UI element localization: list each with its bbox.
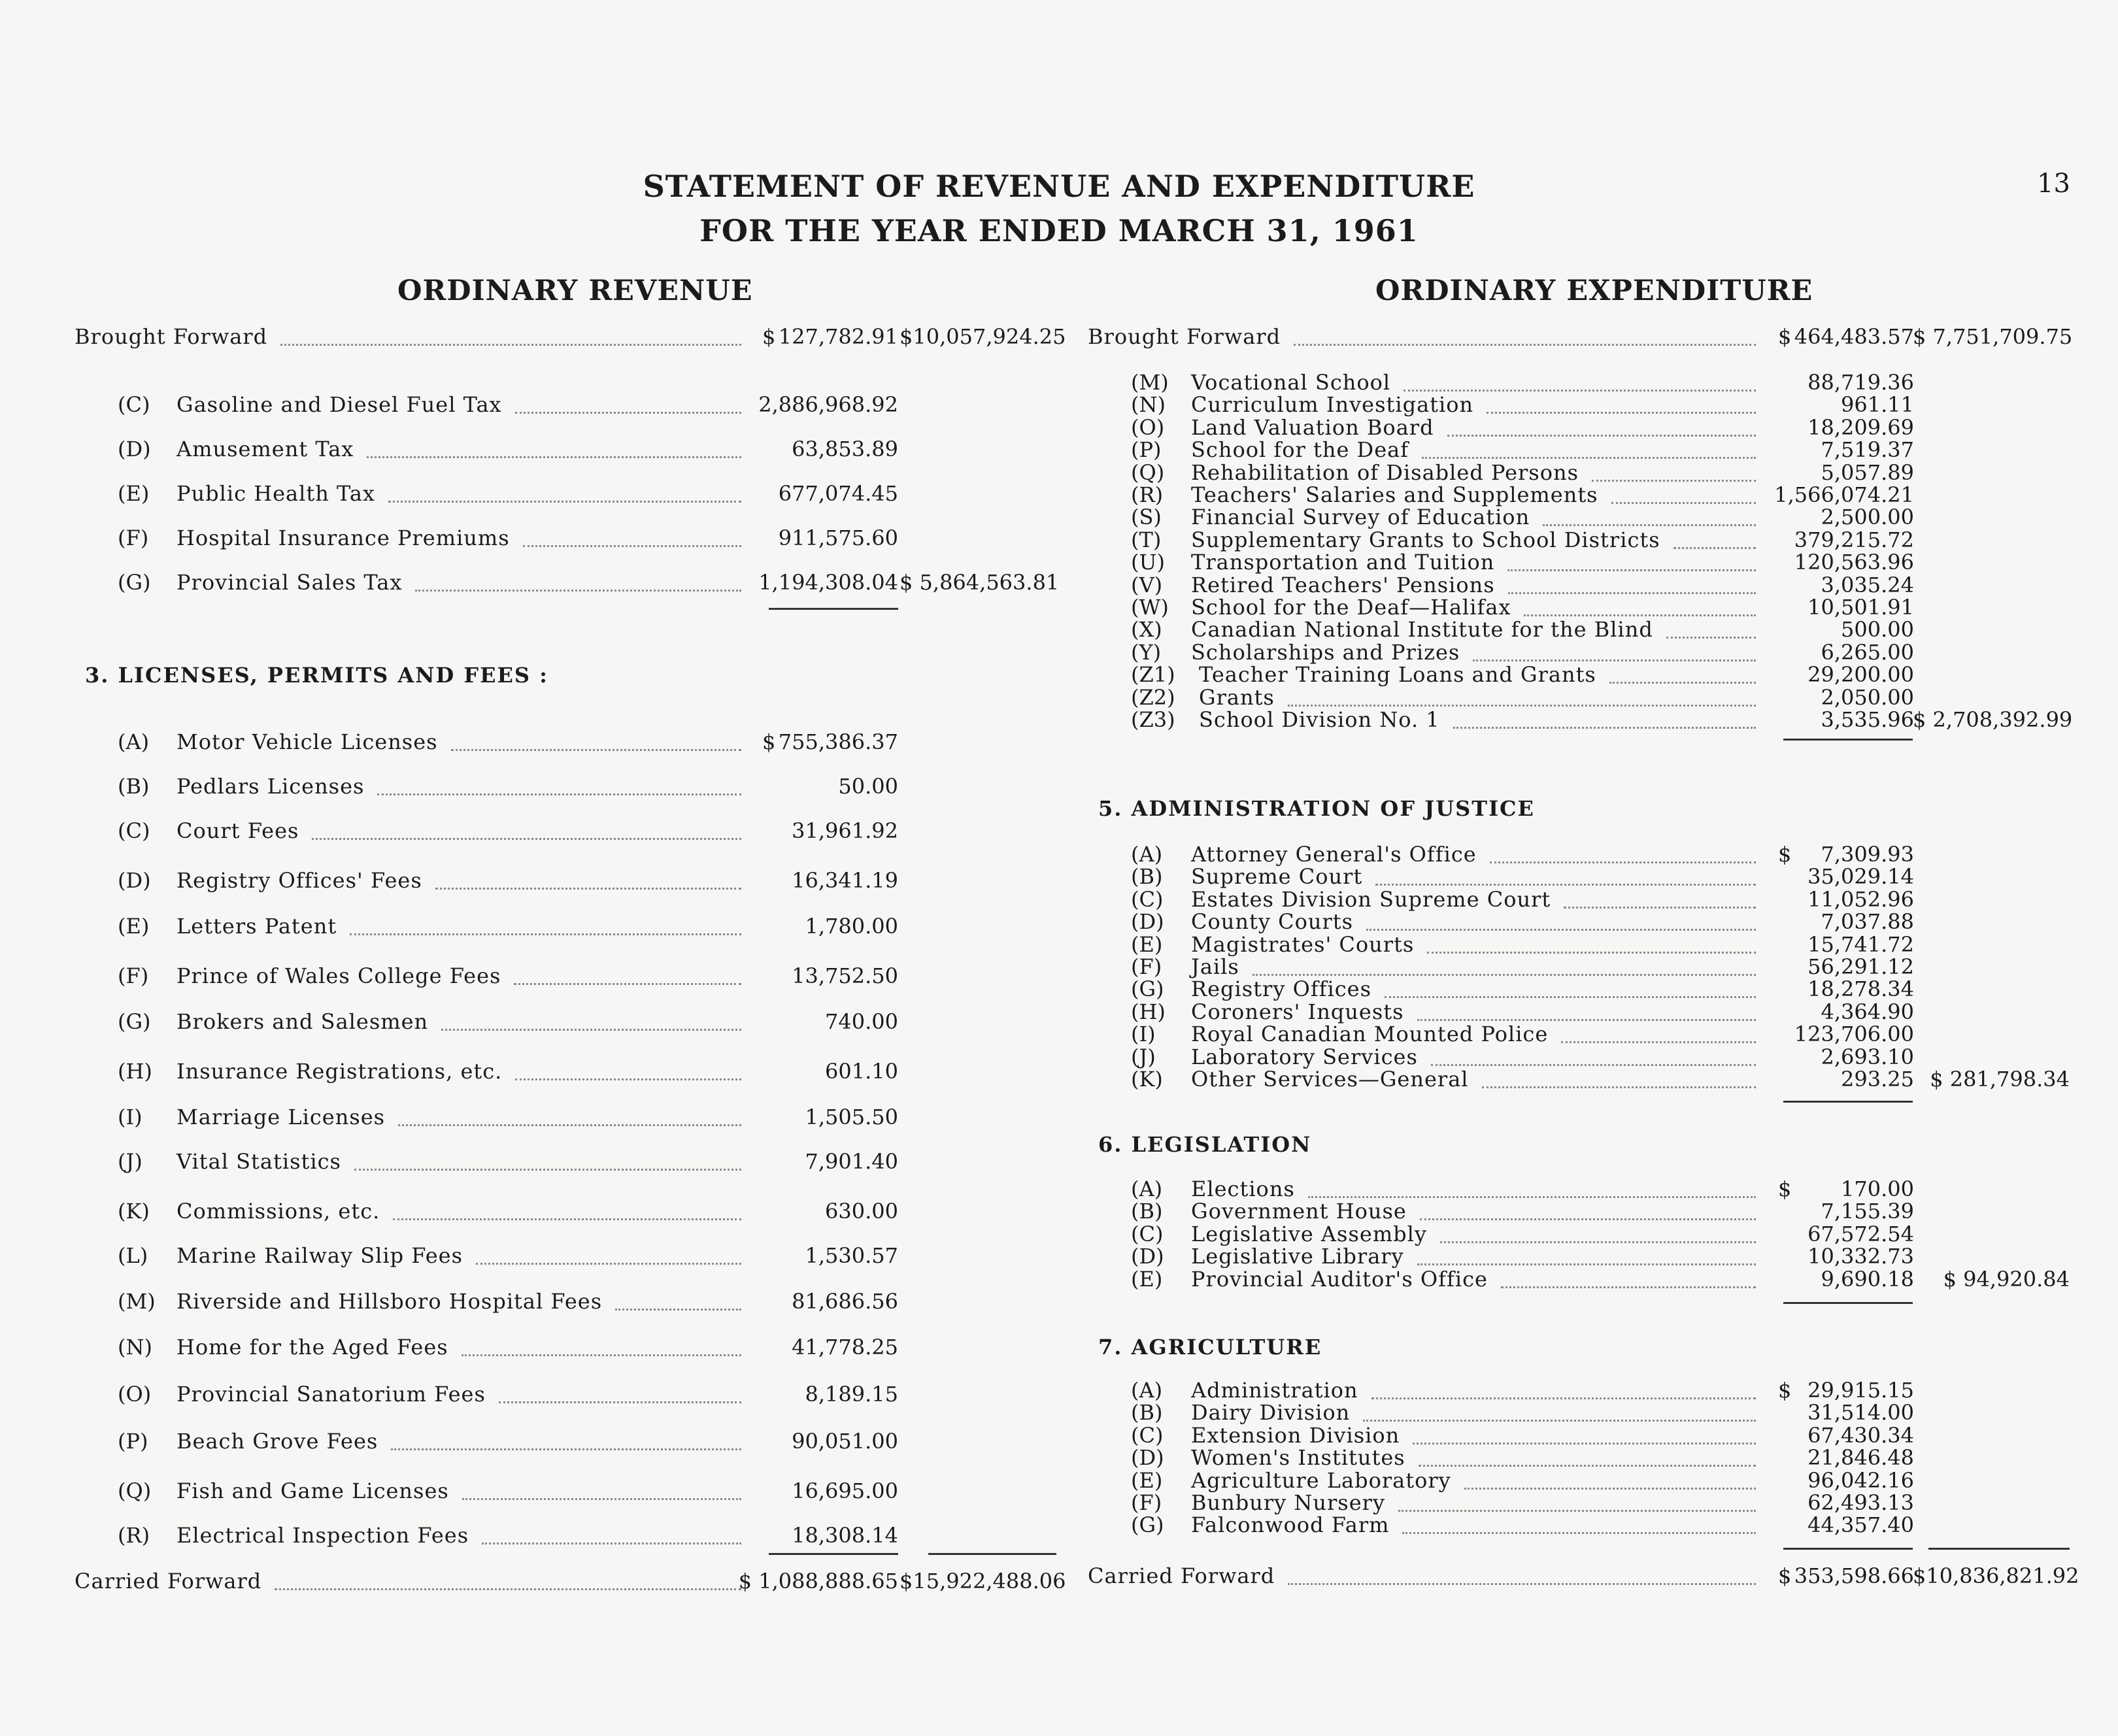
item-label: Motor Vehicle Licenses (176, 729, 438, 754)
item-amount: 500.00 (1841, 617, 1914, 643)
item-code: (O) (1131, 414, 1165, 440)
item-label: Estates Division Supreme Court (1191, 886, 1551, 912)
leader-dots (1294, 344, 1756, 346)
item-label: Public Health Tax (176, 481, 375, 506)
section-total: $ 94,920.84 (1943, 1266, 2070, 1292)
item-code: (B) (1131, 1400, 1163, 1426)
section-heading-licenses: 3. LICENSES, PERMITS AND FEES : (85, 663, 548, 688)
leader-dots (1398, 1510, 1756, 1512)
leader-dots (1592, 480, 1756, 482)
item-amount: 16,695.00 (792, 1478, 898, 1503)
leader-dots (1427, 952, 1756, 954)
leader-dots (1371, 1397, 1756, 1399)
item-amount: 67,430.34 (1807, 1422, 1914, 1448)
item-code: (X) (1131, 617, 1162, 643)
item-amount: 13,752.50 (792, 963, 898, 988)
item-code: (P) (118, 1429, 148, 1454)
item-label: Supplementary Grants to School Districts (1191, 527, 1660, 552)
item-label: Letters Patent (176, 914, 337, 939)
subtotal-rule (1783, 1101, 1913, 1103)
item-label: Electrical Inspection Fees (176, 1523, 469, 1548)
item-amount: 123,706.00 (1794, 1022, 1914, 1047)
item-amount: 15,741.72 (1807, 931, 1914, 957)
dollar-sign: $ (762, 324, 776, 349)
item-code: (C) (1131, 1221, 1164, 1246)
item-label: Gasoline and Diesel Fuel Tax (176, 392, 502, 417)
item-code: (B) (1131, 864, 1163, 890)
item-amount: 5,057.89 (1821, 459, 1914, 485)
leader-dots (1501, 1286, 1756, 1288)
item-label: Marine Railway Slip Fees (176, 1243, 463, 1268)
total-rule (928, 1553, 1056, 1555)
dollar-sign: $ (1778, 842, 1792, 867)
leader-dots (1417, 1263, 1756, 1265)
leader-dots (451, 749, 741, 751)
item-label: Agriculture Laboratory (1191, 1467, 1451, 1493)
item-amount: 6,265.00 (1821, 639, 1914, 665)
item-code: (E) (118, 914, 150, 939)
leader-dots (1385, 996, 1756, 998)
item-code: (A) (1131, 1177, 1163, 1201)
line-item (0, 1105, 2118, 1133)
item-amount: 44,357.40 (1807, 1512, 1914, 1538)
item-amount: 31,514.00 (1807, 1400, 1914, 1426)
subtotal-rule (769, 1553, 898, 1555)
leader-dots (1447, 435, 1756, 437)
item-code: (L) (118, 1243, 148, 1268)
item-label: Registry Offices' Fees (176, 868, 422, 893)
subtotal-rule (769, 608, 898, 610)
item-code: (E) (1131, 1266, 1163, 1292)
item-amount: 677,074.45 (778, 481, 898, 506)
item-code: (D) (1131, 1445, 1164, 1471)
leader-dots (482, 1543, 741, 1544)
line-item (0, 707, 2118, 736)
dollar-sign: $ (1778, 324, 1792, 349)
line-item (0, 1149, 2118, 1178)
item-label: Commissions, etc. (176, 1199, 380, 1224)
item-label: Beach Grove Fees (176, 1429, 378, 1454)
item-label: Women's Institutes (1191, 1445, 1405, 1471)
item-amount: 755,386.37 (778, 729, 898, 754)
item-code: (D) (1131, 909, 1164, 935)
item-label: Bunbury Nursery (1191, 1490, 1386, 1515)
item-code: (E) (118, 481, 150, 506)
item-code: (J) (118, 1149, 143, 1174)
item-code: (H) (1131, 999, 1166, 1024)
item-amount: 120,563.96 (1794, 550, 1914, 575)
item-label: Scholarships and Prizes (1191, 639, 1460, 665)
item-code: (K) (118, 1199, 150, 1224)
item-label: Carried Forward (1088, 1563, 1275, 1588)
item-amount: 90,051.00 (792, 1429, 898, 1454)
item-amount: 11,052.96 (1807, 886, 1914, 912)
section-total: $10,057,924.25 (899, 324, 1066, 349)
item-amount: 8,189.15 (805, 1382, 898, 1407)
item-label: Brought Forward (75, 324, 268, 349)
item-code: (I) (1131, 1022, 1156, 1047)
item-amount: 18,278.34 (1807, 976, 1914, 1002)
line-item (0, 1267, 2118, 1295)
statement-subtitle: FOR THE YEAR ENDED MARCH 31, 1961 (699, 213, 1419, 248)
item-amount: 630.00 (825, 1199, 898, 1224)
item-code: (M) (1131, 370, 1169, 395)
item-label: Extension Division (1191, 1422, 1400, 1448)
item-amount: 63,853.89 (792, 437, 898, 461)
section-total: $15,922,488.06 (899, 1569, 1066, 1594)
leader-dots (1453, 727, 1756, 729)
item-label: Canadian National Institute for the Blind (1191, 617, 1653, 643)
item-label: Vital Statistics (176, 1149, 341, 1174)
item-code: (E) (1131, 1467, 1163, 1493)
leader-dots (1404, 390, 1756, 392)
item-label: Land Valuation Board (1191, 414, 1434, 440)
item-amount: $ 1,088,888.65 (738, 1569, 898, 1594)
item-code: (Z2) (1131, 684, 1175, 710)
item-code: (Q) (118, 1478, 152, 1503)
section-total: $10,836,821.92 (1913, 1563, 2079, 1588)
item-amount: 81,686.56 (792, 1289, 898, 1314)
item-code: (C) (1131, 1422, 1164, 1448)
item-label: Coroners' Inquests (1191, 999, 1404, 1024)
leader-dots (1308, 1196, 1756, 1198)
item-code: (F) (118, 526, 149, 550)
item-code: (A) (1131, 842, 1163, 867)
item-code: (K) (1131, 1067, 1163, 1092)
leader-dots (1413, 1443, 1756, 1444)
item-amount: 7,155.39 (1821, 1199, 1914, 1224)
item-code: (N) (118, 1335, 152, 1360)
item-amount: 9,690.18 (1821, 1266, 1914, 1292)
item-label: Vocational School (1191, 370, 1391, 395)
leader-dots (1564, 907, 1756, 909)
item-code: (B) (118, 774, 150, 799)
item-amount: 961.11 (1841, 392, 1914, 418)
item-code: (G) (118, 1009, 151, 1034)
item-label: Hospital Insurance Premiums (176, 526, 510, 550)
item-label: Elections (1191, 1177, 1295, 1201)
leader-dots (1252, 974, 1756, 976)
item-amount: 21,846.48 (1807, 1445, 1914, 1471)
item-amount: 62,493.13 (1807, 1490, 1914, 1515)
item-label: Transportation and Tuition (1191, 550, 1495, 575)
line-item (0, 774, 2118, 803)
item-label: Curriculum Investigation (1191, 392, 1474, 418)
item-label: Legislative Assembly (1191, 1221, 1427, 1246)
item-code: (F) (1131, 1490, 1162, 1515)
leader-dots (1420, 1218, 1756, 1220)
leader-dots (1543, 524, 1756, 526)
leader-dots (1490, 861, 1756, 863)
item-amount: 353,598.66 (1794, 1563, 1914, 1588)
item-code: (A) (1131, 1378, 1163, 1403)
leader-dots (1422, 457, 1756, 459)
section-heading-legislation: 6. LEGISLATION (1098, 1132, 1312, 1157)
item-label: County Courts (1191, 909, 1354, 935)
subtotal-rule (1783, 1302, 1913, 1304)
item-label: Provincial Auditor's Office (1191, 1266, 1488, 1292)
item-amount: 16,341.19 (792, 868, 898, 893)
item-code: (T) (1131, 527, 1162, 552)
leader-dots (1507, 569, 1756, 571)
item-code: (P) (1131, 437, 1162, 463)
item-label: Prince of Wales College Fees (176, 963, 501, 988)
leader-dots (1366, 929, 1756, 931)
item-amount: 7,037.88 (1821, 909, 1914, 935)
item-amount: 1,780.00 (805, 914, 898, 939)
dollar-sign: $ (1778, 1563, 1792, 1588)
item-amount: 2,693.10 (1821, 1044, 1914, 1069)
leader-dots (1417, 1019, 1756, 1021)
item-amount: 1,194,308.04 (758, 570, 898, 595)
item-code: (C) (118, 818, 150, 843)
item-amount: 464,483.57 (1794, 324, 1914, 349)
item-amount: 1,530.57 (805, 1243, 898, 1268)
item-label: Falconwood Farm (1191, 1512, 1390, 1538)
item-label: Jails (1191, 954, 1239, 979)
item-code: (D) (1131, 1244, 1164, 1269)
leader-dots (1666, 637, 1756, 639)
item-amount: 4,364.90 (1821, 999, 1914, 1024)
item-code: (Z3) (1131, 707, 1175, 732)
item-amount: 2,500.00 (1821, 505, 1914, 530)
item-label: Dairy Division (1191, 1400, 1351, 1426)
leader-dots (1609, 682, 1756, 684)
item-label: Provincial Sales Tax (176, 570, 403, 595)
item-label: Registry Offices (1191, 976, 1372, 1002)
item-code: (Q) (1131, 459, 1165, 485)
leader-dots (1561, 1041, 1756, 1043)
item-label: Brokers and Salesmen (176, 1009, 429, 1034)
item-label: Retired Teachers' Pensions (1191, 572, 1495, 597)
item-amount: 29,915.15 (1807, 1378, 1914, 1403)
revenue-heading: ORDINARY REVENUE (397, 275, 753, 307)
item-amount: 740.00 (825, 1009, 898, 1034)
leader-dots (312, 838, 741, 840)
item-amount: 18,308.14 (792, 1523, 898, 1548)
item-amount: 2,886,968.92 (758, 392, 898, 417)
dollar-sign: $ (1778, 1177, 1792, 1201)
section-total: $ 281,798.34 (1930, 1067, 2070, 1092)
item-amount: 18,209.69 (1807, 414, 1914, 440)
leader-dots (398, 1124, 741, 1126)
subtotal-rule (1783, 739, 1913, 741)
item-code: (C) (118, 392, 150, 417)
section-heading-agriculture: 7. AGRICULTURE (1098, 1335, 1322, 1360)
item-label: Marriage Licenses (176, 1105, 386, 1129)
item-amount: 7,519.37 (1821, 437, 1914, 463)
leader-dots (1611, 502, 1756, 504)
leader-dots (1487, 412, 1756, 414)
item-code: (G) (118, 570, 151, 595)
item-code: (H) (118, 1059, 152, 1084)
leader-dots (1419, 1465, 1756, 1467)
item-amount: 1,566,074.21 (1774, 482, 1914, 507)
item-code: (R) (1131, 482, 1164, 507)
leader-dots (1375, 884, 1756, 886)
line-item (0, 1512, 2118, 1541)
leader-dots (1473, 659, 1756, 661)
leader-dots (1431, 1064, 1756, 1066)
item-amount: 88,719.36 (1807, 370, 1914, 395)
item-code: (G) (1131, 1512, 1164, 1538)
item-code: (G) (1131, 976, 1164, 1002)
item-amount: 67,572.54 (1807, 1221, 1914, 1246)
item-label: Carried Forward (75, 1569, 262, 1594)
item-label: Court Fees (176, 818, 299, 843)
item-code: (S) (1131, 505, 1162, 530)
section-total: $ 2,708,392.99 (1913, 707, 2073, 732)
item-amount: 56,291.12 (1807, 954, 1914, 979)
item-code: (D) (118, 868, 151, 893)
item-label: School for the Deaf (1191, 437, 1409, 463)
item-label: Teacher Training Loans and Grants (1199, 662, 1596, 688)
item-amount: 3,035.24 (1821, 572, 1914, 597)
line-item (0, 1067, 2118, 1095)
leader-dots (1464, 1488, 1756, 1490)
page-number: 13 (2037, 169, 2070, 199)
item-amount: 7,309.93 (1821, 842, 1914, 867)
item-amount: 1,505.50 (805, 1105, 898, 1129)
subtotal-rule (1783, 1548, 1913, 1550)
section-total: $ 5,864,563.81 (899, 570, 1060, 595)
item-label: Attorney General's Office (1191, 842, 1477, 867)
item-label: School for the Deaf—Halifax (1191, 595, 1511, 620)
item-amount: 10,501.91 (1807, 595, 1914, 620)
section-total: $ 7,751,709.75 (1913, 324, 2073, 349)
item-code: (B) (1131, 1199, 1163, 1224)
item-code: (W) (1131, 595, 1169, 620)
item-code: (A) (118, 729, 150, 754)
item-label: Magistrates' Courts (1191, 931, 1415, 957)
dollar-sign: $ (1778, 1378, 1792, 1403)
item-label: Rehabilitation of Disabled Persons (1191, 459, 1579, 485)
leader-dots (1288, 1583, 1756, 1585)
item-label: Provincial Sanatorium Fees (176, 1382, 486, 1407)
item-amount: 3,535.96 (1821, 707, 1914, 732)
dollar-sign: $ (762, 729, 776, 754)
item-amount: 170.00 (1841, 1177, 1914, 1201)
leader-dots (1482, 1086, 1756, 1088)
item-code: (V) (1131, 572, 1163, 597)
leader-dots (1402, 1532, 1756, 1534)
item-amount: 50.00 (838, 774, 898, 799)
item-label: Insurance Registrations, etc. (176, 1059, 503, 1084)
item-label: Royal Canadian Mounted Police (1191, 1022, 1549, 1047)
statement-title: STATEMENT OF REVENUE AND EXPENDITURE (643, 169, 1475, 204)
section-heading-justice: 5. ADMINISTRATION OF JUSTICE (1098, 796, 1535, 821)
item-label: Government House (1191, 1199, 1407, 1224)
item-label: Other Services—General (1191, 1067, 1469, 1092)
leader-dots (1363, 1420, 1756, 1422)
expenditure-heading: ORDINARY EXPENDITURE (1375, 275, 1813, 307)
total-rule (1928, 1548, 2070, 1550)
leader-dots (1524, 614, 1756, 616)
leader-dots (354, 1169, 741, 1171)
item-code: (F) (118, 963, 149, 988)
item-amount: 601.10 (825, 1059, 898, 1084)
item-label: Grants (1199, 684, 1275, 710)
item-amount: 293.25 (1841, 1067, 1914, 1092)
item-amount: 127,782.91 (778, 324, 898, 349)
item-amount: 7,901.40 (805, 1149, 898, 1174)
item-code: (J) (1131, 1044, 1156, 1069)
carried-forward-row (0, 1563, 2118, 1592)
item-amount: 10,332.73 (1807, 1244, 1914, 1269)
leader-dots (1288, 705, 1756, 707)
item-label: Administration (1191, 1378, 1358, 1403)
item-code: (Y) (1131, 639, 1162, 665)
item-code: (N) (1131, 392, 1166, 418)
item-code: (E) (1131, 931, 1163, 957)
item-label: Riverside and Hillsboro Hospital Fees (176, 1289, 603, 1314)
item-label: Amusement Tax (176, 437, 354, 461)
leader-dots (1508, 592, 1756, 594)
line-item (0, 1335, 2118, 1363)
item-label: Teachers' Salaries and Supplements (1191, 482, 1598, 507)
item-label: Legislative Library (1191, 1244, 1404, 1269)
item-label: School Division No. 1 (1199, 707, 1440, 732)
item-code: (F) (1131, 954, 1162, 979)
item-label: Supreme Court (1191, 864, 1363, 890)
item-label: Pedlars Licenses (176, 774, 365, 799)
item-label: Brought Forward (1088, 324, 1281, 349)
item-label: Fish and Game Licenses (176, 1478, 449, 1503)
item-amount: 911,575.60 (778, 526, 898, 550)
item-label: Home for the Aged Fees (176, 1335, 448, 1360)
item-code: (O) (118, 1382, 152, 1407)
leader-dots (615, 1309, 741, 1310)
item-code: (R) (118, 1523, 150, 1548)
item-amount: 379,215.72 (1794, 527, 1914, 552)
item-amount: 96,042.16 (1807, 1467, 1914, 1493)
item-label: Financial Survey of Education (1191, 505, 1530, 530)
leader-dots (1440, 1241, 1756, 1243)
leader-dots (462, 1354, 741, 1356)
item-label: Laboratory Services (1191, 1044, 1418, 1069)
item-amount: 41,778.25 (792, 1335, 898, 1360)
item-code: (I) (118, 1105, 143, 1129)
item-amount: 2,050.00 (1821, 684, 1914, 710)
item-code: (Z1) (1131, 662, 1175, 688)
item-code: (M) (118, 1289, 156, 1314)
item-code: (D) (118, 437, 151, 461)
leader-dots (377, 793, 741, 795)
brought-forward-row (0, 324, 2118, 353)
item-code: (C) (1131, 886, 1164, 912)
item-amount: 29,200.00 (1807, 662, 1914, 688)
item-code: (U) (1131, 550, 1165, 575)
item-amount: 35,029.14 (1807, 864, 1914, 890)
item-amount: 31,961.92 (792, 818, 898, 843)
